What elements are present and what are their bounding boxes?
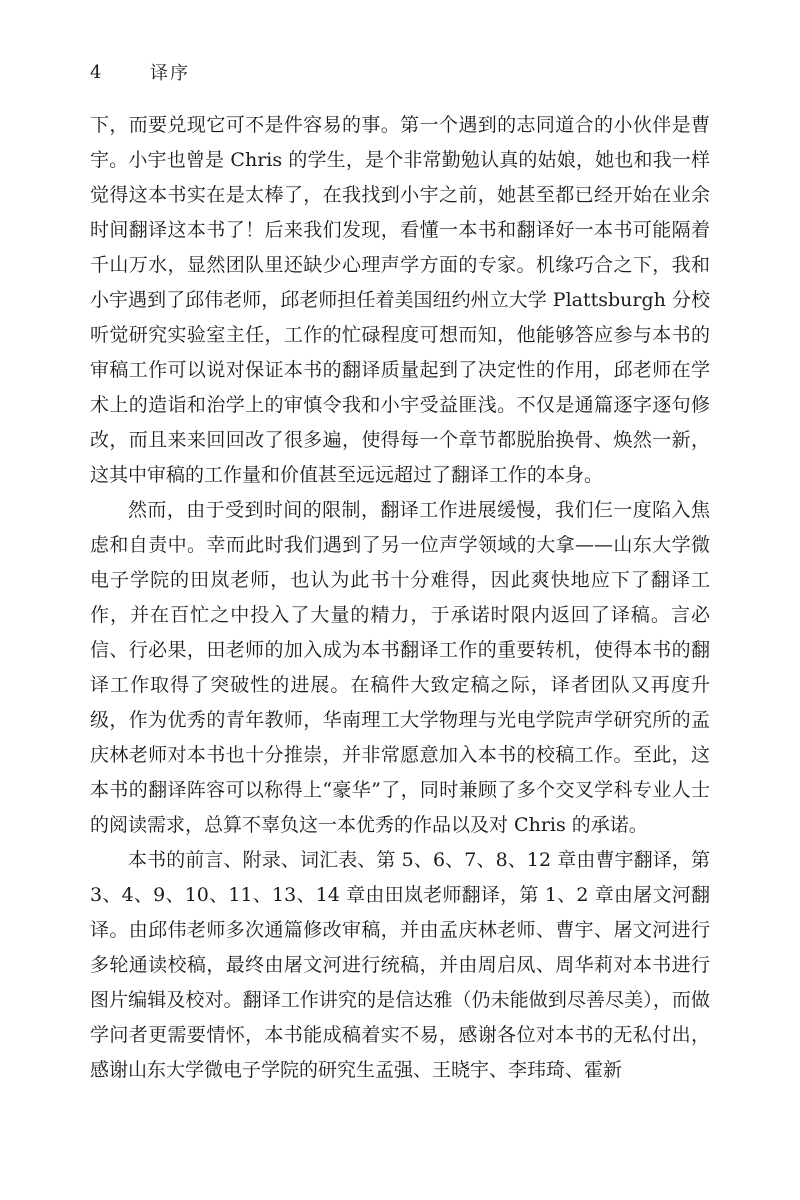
paragraph: 本书的前言、附录、词汇表、第 5、6、7、8、12 章由曹宇翻译，第 3、4、9、10、11、13、14 章由田岚老师翻译，第 1、2 章由屠文河翻译。由邱伟老师多次通篇修改审稿，并由孟庆林老师、曹宇、屠文河进行多轮通读校稿，最终由屠文河进行统稿，并由周启凤、周华莉对本书进行图片编辑及校对。翻译工作讲究的是信达雅（仍未能做到尽善尽美），而做学问者更需要情怀，本书能成稿着实不易，感谢各位对本书的无私付出，感谢山东大学微电子学院的研究生孟强、王晓宇、李玮琦、霍新	[90, 849, 710, 1081]
paragraph: 然而，由于受到时间的限制，翻译工作进展缓慢，我们仨一度陷入焦虑和自责中。幸而此时我们遇到了另一位声学领域的大拿——山东大学微电子学院的田岚老师，也认为此书十分难得，因此爽快地应下了翻译工作，并在百忙之中投入了大量的精力，于承诺时限内返回了译稿。言必信、行必果，田老师的加入成为本书翻译工作的重要转机，使得本书的翻译工作取得了突破性的进展。在稿件大致定稿之际，译者团队又再度升级，作为优秀的青年教师，华南理工大学物理与光电学院声学研究所的孟庆林老师对本书也十分推崇，并非常愿意加入本书的校稿工作。至此，这本书的翻译阵容可以称得上“豪华”了，同时兼顾了多个交叉学科专业人士的阅读需求，总算不辜负这一本优秀的作品以及对 Chris 的承诺。	[90, 499, 710, 836]
page-number: 4	[90, 61, 103, 83]
paragraph-continued: 下，而要兑现它可不是件容易的事。第一个遇到的志同道合的小伙伴是曹宇。小宇也曾是 Chris 的学生，是个非常勤勉认真的姑娘，她也和我一样觉得这本书实在是太棒了，在我找到小宇之前，她甚至都已经开始在业余时间翻译这本书了！后来我们发现，看懂一本书和翻译好一本书可能隔着千山万水，显然团队里还缺少心理声学方面的专家。机缘巧合之下，我和小宇遇到了邱伟老师，邱老师担任着美国纽约州立大学 Plattsburgh 分校听觉研究实验室主任，工作的忙碌程度可想而知，他能够答应参与本书的审稿工作可以说对保证本书的翻译质量起到了决定性的作用，邱老师在学术上的造诣和治学上的审慎令我和小宇受益匪浅。不仅是通篇逐字逐句修改，而且来来回回改了很多遍，使得每一个章节都脱胎换骨、焕然一新，这其中审稿的工作量和价值甚至远远超过了翻译工作的本身。	[90, 114, 710, 486]
running-title: 译序	[150, 63, 190, 84]
running-header	[90, 58, 190, 86]
body-text	[90, 108, 710, 1088]
